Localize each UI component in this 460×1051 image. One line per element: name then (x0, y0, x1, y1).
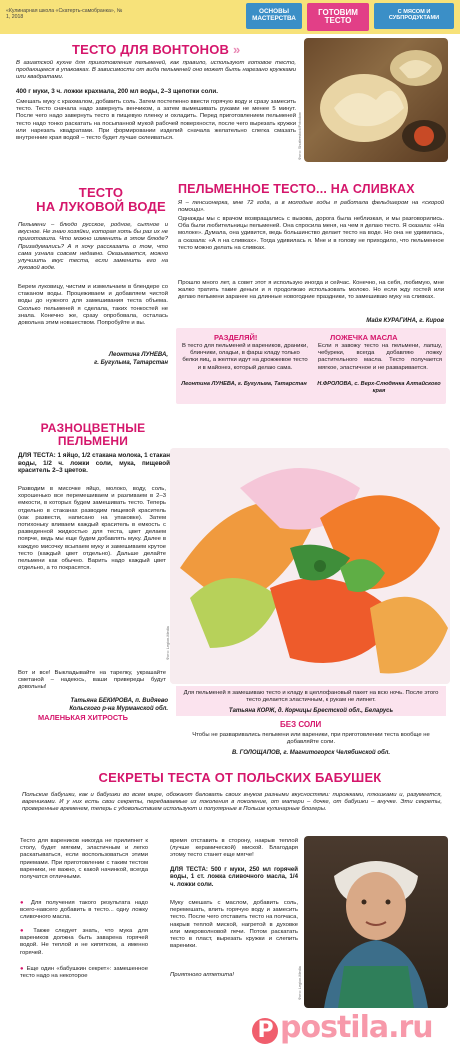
cream-title: ПЕЛЬМЕННОЕ ТЕСТО... НА СЛИВКАХ (178, 182, 415, 196)
film-tip-author: Татьяна КОРЖ, д. Корчицы Брестской обл., Беларусь (228, 708, 394, 714)
tab-meat[interactable]: С МЯСОМ И СУБПРОДУКТАМИ (374, 3, 454, 29)
polish-col2-c: Приятного аппетита! (170, 972, 234, 978)
cream-author: Майя КУРАГИНА, г. Киров (366, 318, 444, 324)
tab-dough[interactable]: ГОТОВИМ ТЕСТО (307, 3, 369, 31)
cream-body-1: Я – пенсионерка, мне 72 года, а в молодые годы я работала фельдшером на «скорой помощи». (178, 200, 444, 214)
polish-bullet-3: ● Еще один «бабушкин секрет»: замешенное тесто надо на некоторое (20, 966, 148, 980)
colored-ingredients: ДЛЯ ТЕСТА: 1 яйцо, 1/2 стакана молока, 1 стакан воды, 1/2 ч. ложки соли, мука, пищевой краситель 2–3 цветов. (18, 452, 170, 475)
nosalt-title: БЕЗ СОЛИ (280, 720, 322, 729)
trick-title: МАЛЕНЬКАЯ ХИТРОСТЬ (38, 713, 128, 722)
chevron-right-icon: » (232, 42, 241, 57)
polish-col2-b: Муку смешать с маслом, добавить соль, перемешать, влить горячую воду и замесить тесто. После чего отставить тесто на полчаса, накрыв теплой миской, нагретой в духовке или микроволновой печи. Потом раскатать тесто в пласт, вырезать кружки и слепить вареники. (170, 900, 298, 950)
magazine-brand: «Кулинарная школа «Скатерть-самобранка», № 1, 2018 (6, 8, 123, 21)
wonton-photo-credit: Фото: Shutterstock/Fotodom (298, 112, 302, 160)
colored-body-2: Вот и все! Выкладывайте на тарелку, украшайте сметаной – надеюсь, ваши привереды будут довольны! (18, 670, 166, 691)
tip-right-title: ЛОЖЕЧКА МАСЛА (330, 333, 398, 342)
onion-body-1: Пельмени – блюдо русское, родное, сытное и вкусное. Не знаю хозяйки, которая хоть бы раз их не приготовила. Что можно изменить в этом блюде? Призадумались? А я хочу рассказать о том, что сама узнала совсем недавно. Оказывается, можно улучшить вкус теста, если заменить его на луковой воде. (18, 222, 168, 272)
tip-right-author: Н.ФРОЛОВА, с. Верх-Слюдянка Алтайского края (317, 381, 441, 394)
wonton-title: ТЕСТО ДЛЯ ВОНТОНОВ » (72, 42, 241, 57)
tip-left-title: РАЗДЕЛЯЙ! (214, 333, 258, 342)
colored-body: Разводим в мисочке яйцо, молоко, воду, соль, хорошенько все перемешиваем и разливаем в 2–3 емкости, в которых будем замешивать тесто. Теперь отдельно в стаканах разводим пищевой краситель (как развести, написано на упаковке). Затем потихоньку вливаем каждый краситель в емкость с разведенной жидкостью для теста, цвет делаем поярче, ведь мы еще будем добавлять муку. Далее в каждую мисочку всыпаем муку и замешиваем крутое тесто (каждый цвет отдельно). Дальше делайте пельмени как обычно. Варить надо каждый цвет отдельно, а то покрасятся. (18, 486, 166, 572)
watermark: P postila.ru (252, 1010, 433, 1046)
colored-title (18, 422, 168, 447)
nosalt-author: В. ГОЛОЩАПОВ, г. Магнитогорск Челябинской обл. (231, 750, 391, 756)
colored-title-line1: РАЗНОЦВЕТНЫЕ (40, 421, 146, 435)
polish-col2-ingredients: ДЛЯ ТЕСТА: 500 г муки, 250 мл горячей воды, 1 ст. ложка сливочного масла, 1/4 ч. ложки соли. (170, 866, 298, 888)
nosalt-body: Чтобы не разваривались пельмени или вареники, при приготовлении теста вообще не добавляйте соли. (192, 732, 430, 746)
cream-body-2: Однажды мы с врачом возвращались с вызова, дорога была неблизкая, и мы разговорились. Оба были любительницы пельменей. Она спросила меня, на чем я делаю тесто. Я сказала: «На молоке». Думала, она удивится, ведь большинство делает тесто на воде. Но она не удивилась, а сказала: «А я на сливках». Тогда удивилась я. Мне и в голову не приходило, что пельменное тесто можно делать на сливках. (178, 216, 444, 251)
tip-left-body: В тесто для пельменей и вареников, драники, блинчики, оладьи, в фарш кладу только белки яиц, а желтки идут на дрожжевое тесто и в майонез, который делаю сама. (182, 343, 308, 371)
onion-place: г. Бугульма, Татарстан (94, 360, 168, 366)
polish-bullet-2: ● Также следует знать, что мука для вареников должна быть заварена горячей водой. Не теплой и не кипятком, а именно горячей. (20, 928, 148, 956)
polish-col2-a: время отставить в сторону, накрыв теплой (лучше керамической) миской. Благодаря этому тесто станет еще мягче! (170, 838, 298, 859)
wonton-intro: В азиатской кухне для приготовления пельменей, как правило, используют готовое тесто, продающееся в упаковках. В зависимости от вида пельменей оно может быть нарезано кружками или квадратами. (16, 60, 296, 81)
polish-intro: Польские бабушки, как и бабушки во всем мире, обожают баловать своих внуков разными вкусностями: пирожками, плюшками и, разумеется, варениками. И у них есть свои секреты, передаваемые из поколения в поколение, от матери – дочке, от бабушки – внучке. Эти секреты, проверенные временем, теперь с удовольствием используют и популярные в Польше кулинарные блогеры. (22, 792, 442, 813)
cream-body-3: Прошло много лет, а совет этот я использую иногда и сейчас. Конечно, на себя, любимую, мне жалко тратить такие деньги и я продолжаю использовать молоко. Но если жду гостей или делаю пельмени заранее на длинные новогодние праздники, то замешиваю муку на сливках. (178, 280, 444, 301)
postila-logo-icon: P (252, 1018, 278, 1044)
grandmother-photo-credit: Фото: Legion-Media (298, 966, 302, 1000)
onion-title (26, 186, 176, 213)
polish-col1: Тесто для вареников никогда не прилипнет к столу, будет мягким, эластичным и легко раскатываться, если воспользоваться этими приемами. При приготовлении с таким тестом вареники, не важно, с какой начинкой, всегда получатся отличными. (20, 838, 148, 881)
polish-title: СЕКРЕТЫ ТЕСТА ОТ ПОЛЬСКИХ БАБУШЕК (98, 770, 382, 785)
polish-bullet-1: ● Для получения такого результата надо всего-навсего добавить в тесто... одну ложку сливочного масла. (20, 900, 148, 921)
film-tip-body: Для пельменей я замешиваю тесто и кладу в целлофановый пакет на всю ночь. После этого тесто делается эластичным, к рукам не липнет. (183, 690, 439, 704)
bullet-icon: ● (20, 928, 34, 934)
tip-left-author: Леонтина ЛУНЕВА, г. Бугульма, Татарстан (181, 381, 307, 387)
page-header (0, 0, 460, 34)
tip-right-body: Если я завожу тесто на пельмени, лапшу, чебуреки, всегда добавляю ложку растительного масла. Тесто получается мягкое, эластичное и не разваривается. (318, 343, 442, 371)
colored-photo-credit: Фото: Legion-Media (166, 626, 170, 660)
onion-title-line2: НА ЛУКОВОЙ ВОДЕ (36, 198, 166, 214)
bullet-icon: ● (20, 966, 27, 972)
colored-place: Кольского р-на Мурманской обл. (69, 706, 168, 712)
colored-dumplings-photo (170, 448, 450, 684)
onion-body-2: Берем луковицу, чистим и измельчаем в блендере со стаканом воды. Процеживаем и добавляем чистой воды до нужного для замешивания теста объема. Сколько пельменей я сделала, таких тонкостей не знала. Конечно же, сразу опробовала, осталась довольна этим новшеством. Попробуйте и вы. (18, 284, 168, 327)
onion-title-line1: ТЕСТО (78, 185, 124, 200)
grandmother-photo (304, 836, 448, 1008)
bullet-icon: ● (20, 900, 31, 906)
onion-author: Леонтина ЛУНЕВА, (108, 352, 168, 358)
tab-basics[interactable]: ОСНОВЫ МАСТЕРСТВА (246, 3, 302, 29)
wonton-body: Смешать муку с крахмалом, добавить соль. Затем постепенно ввести горячую воду и сразу замесить тесто. Тесто сначала надо завернуть венчиком, а затем вымешивать руками не менее 5 минут. После чего надо завернуть тесто в пищевую пленку и охладить. Перед приготовлением пельменей тесто надо тонко раскатать на посыпанной мукой рабочей поверхности, после чего вырезать кружки или нарезать квадратами. При формировании изделий сначала желательно слегка смазать внутренние края водой – тесто будет лучше склеиваться. (16, 99, 296, 142)
wonton-ingredients: 400 г муки, 3 ч. ложки крахмала, 200 мл воды, 2–3 щепотки соли. (16, 88, 218, 95)
colored-title-line2: ПЕЛЬМЕНИ (57, 433, 129, 448)
colored-author: Татьяна БЕКИРОВА, п. Видяево (70, 698, 168, 704)
wonton-photo (304, 38, 448, 162)
